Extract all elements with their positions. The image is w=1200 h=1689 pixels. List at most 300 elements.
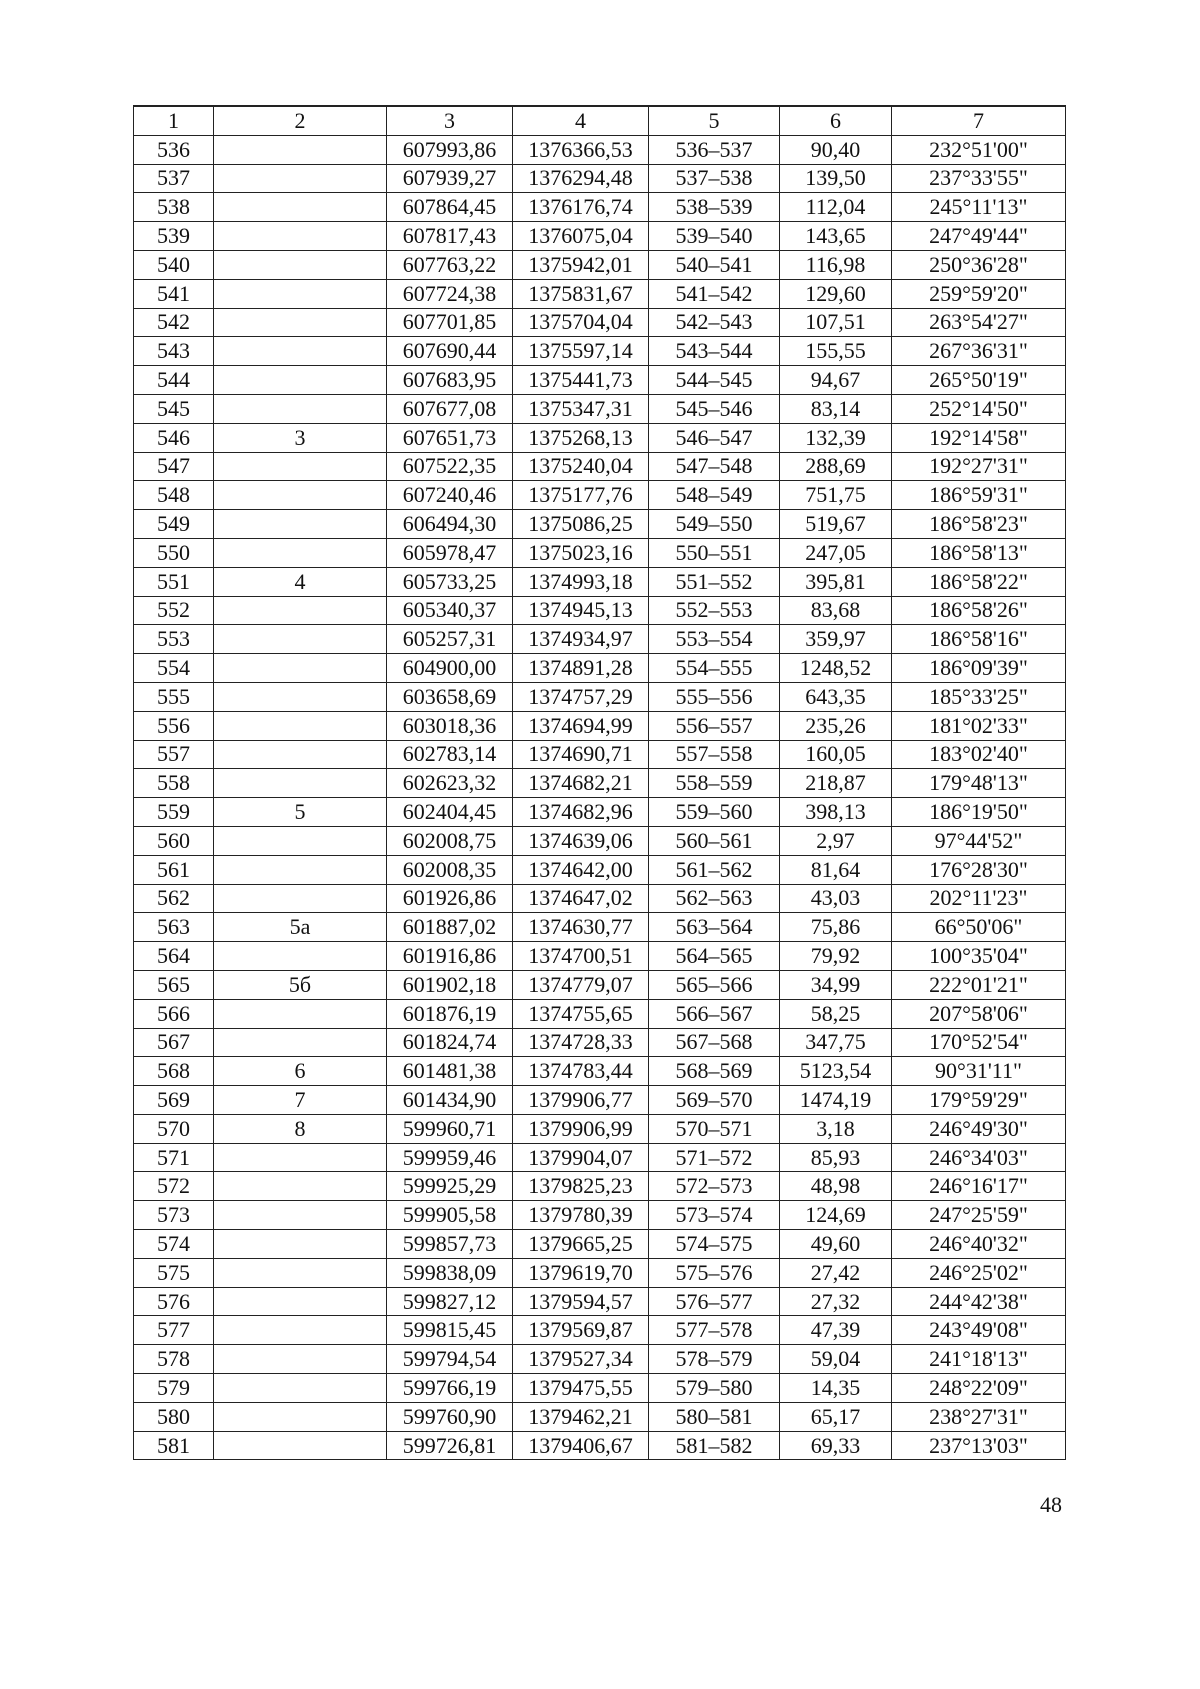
- cell-y-coordinate: 1379904,07: [513, 1143, 649, 1172]
- cell-segment: 544–545: [649, 366, 780, 395]
- cell-boundary-mark: [214, 1431, 387, 1460]
- cell-direction-angle: 179°48'13": [892, 769, 1066, 798]
- cell-x-coordinate: 604900,00: [387, 654, 513, 683]
- cell-direction-angle: 186°58'22": [892, 567, 1066, 596]
- cell-y-coordinate: 1374694,99: [513, 711, 649, 740]
- cell-direction-angle: 90°31'11": [892, 1057, 1066, 1086]
- cell-direction-angle: 244°42'38": [892, 1287, 1066, 1316]
- cell-direction-angle: 246°40'32": [892, 1230, 1066, 1259]
- cell-direction-angle: 247°49'44": [892, 222, 1066, 251]
- cell-y-coordinate: 1375942,01: [513, 250, 649, 279]
- cell-point-number: 555: [134, 682, 214, 711]
- column-number-segment: 5: [649, 106, 780, 135]
- cell-x-coordinate: 607939,27: [387, 164, 513, 193]
- cell-boundary-mark: 5а: [214, 913, 387, 942]
- cell-segment: 546–547: [649, 423, 780, 452]
- cell-boundary-mark: [214, 279, 387, 308]
- cell-segment: 538–539: [649, 193, 780, 222]
- cell-x-coordinate: 607817,43: [387, 222, 513, 251]
- table-row: [134, 596, 1066, 625]
- table-row: [134, 164, 1066, 193]
- cell-y-coordinate: 1379906,99: [513, 1114, 649, 1143]
- cell-length: 1248,52: [780, 654, 892, 683]
- column-number-point-number: 1: [134, 106, 214, 135]
- cell-boundary-mark: [214, 1345, 387, 1374]
- cell-point-number: 552: [134, 596, 214, 625]
- cell-direction-angle: 250°36'28": [892, 250, 1066, 279]
- cell-x-coordinate: 601481,38: [387, 1057, 513, 1086]
- table-row: [134, 423, 1066, 452]
- cell-point-number: 572: [134, 1172, 214, 1201]
- cell-boundary-mark: [214, 1402, 387, 1431]
- cell-segment: 554–555: [649, 654, 780, 683]
- cell-segment: 570–571: [649, 1114, 780, 1143]
- cell-direction-angle: 179°59'29": [892, 1086, 1066, 1115]
- table-row: [134, 654, 1066, 683]
- column-number-boundary-mark: 2: [214, 106, 387, 135]
- cell-y-coordinate: 1376366,53: [513, 135, 649, 164]
- cell-point-number: 553: [134, 625, 214, 654]
- cell-segment: 557–558: [649, 740, 780, 769]
- cell-direction-angle: 97°44'52": [892, 826, 1066, 855]
- cell-point-number: 573: [134, 1201, 214, 1230]
- cell-y-coordinate: 1376294,48: [513, 164, 649, 193]
- cell-length: 5123,54: [780, 1057, 892, 1086]
- cell-length: 143,65: [780, 222, 892, 251]
- cell-segment: 558–559: [649, 769, 780, 798]
- cell-y-coordinate: 1374757,29: [513, 682, 649, 711]
- cell-y-coordinate: 1374755,65: [513, 999, 649, 1028]
- cell-direction-angle: 202°11'23": [892, 884, 1066, 913]
- cell-length: 83,68: [780, 596, 892, 625]
- cell-segment: 574–575: [649, 1230, 780, 1259]
- cell-direction-angle: 170°52'54": [892, 1028, 1066, 1057]
- cell-segment: 539–540: [649, 222, 780, 251]
- cell-x-coordinate: 605978,47: [387, 538, 513, 567]
- table-row: [134, 1086, 1066, 1115]
- cell-length: 14,35: [780, 1374, 892, 1403]
- cell-direction-angle: 100°35'04": [892, 942, 1066, 971]
- column-number-y-coordinate: 4: [513, 106, 649, 135]
- cell-boundary-mark: [214, 1316, 387, 1345]
- cell-x-coordinate: 607690,44: [387, 337, 513, 366]
- table-row: [134, 769, 1066, 798]
- cell-length: 49,60: [780, 1230, 892, 1259]
- cell-point-number: 578: [134, 1345, 214, 1374]
- table-header-row: [134, 106, 1066, 135]
- cell-segment: 571–572: [649, 1143, 780, 1172]
- cell-boundary-mark: [214, 1028, 387, 1057]
- cell-y-coordinate: 1379475,55: [513, 1374, 649, 1403]
- cell-x-coordinate: 599815,45: [387, 1316, 513, 1345]
- cell-segment: 577–578: [649, 1316, 780, 1345]
- table-row: [134, 1201, 1066, 1230]
- cell-x-coordinate: 599905,58: [387, 1201, 513, 1230]
- cell-segment: 578–579: [649, 1345, 780, 1374]
- cell-x-coordinate: 599857,73: [387, 1230, 513, 1259]
- cell-length: 160,05: [780, 740, 892, 769]
- cell-x-coordinate: 607701,85: [387, 308, 513, 337]
- cell-direction-angle: 246°49'30": [892, 1114, 1066, 1143]
- cell-x-coordinate: 601902,18: [387, 970, 513, 999]
- cell-length: 27,32: [780, 1287, 892, 1316]
- table-row: [134, 279, 1066, 308]
- table-row: [134, 1258, 1066, 1287]
- cell-point-number: 536: [134, 135, 214, 164]
- cell-segment: 572–573: [649, 1172, 780, 1201]
- cell-length: 2,97: [780, 826, 892, 855]
- table-row: [134, 567, 1066, 596]
- cell-y-coordinate: 1379825,23: [513, 1172, 649, 1201]
- cell-direction-angle: 267°36'31": [892, 337, 1066, 366]
- table-row: [134, 481, 1066, 510]
- cell-x-coordinate: 601434,90: [387, 1086, 513, 1115]
- table-row: [134, 337, 1066, 366]
- cell-point-number: 565: [134, 970, 214, 999]
- cell-point-number: 550: [134, 538, 214, 567]
- cell-segment: 550–551: [649, 538, 780, 567]
- cell-length: 43,03: [780, 884, 892, 913]
- cell-x-coordinate: 602783,14: [387, 740, 513, 769]
- cell-point-number: 542: [134, 308, 214, 337]
- cell-length: 643,35: [780, 682, 892, 711]
- cell-y-coordinate: 1374993,18: [513, 567, 649, 596]
- cell-segment: 565–566: [649, 970, 780, 999]
- cell-point-number: 537: [134, 164, 214, 193]
- cell-direction-angle: 192°14'58": [892, 423, 1066, 452]
- cell-direction-angle: 265°50'19": [892, 366, 1066, 395]
- cell-length: 235,26: [780, 711, 892, 740]
- cell-direction-angle: 241°18'13": [892, 1345, 1066, 1374]
- cell-direction-angle: 186°58'13": [892, 538, 1066, 567]
- table-row: [134, 1230, 1066, 1259]
- cell-segment: 564–565: [649, 942, 780, 971]
- cell-x-coordinate: 601824,74: [387, 1028, 513, 1057]
- cell-segment: 573–574: [649, 1201, 780, 1230]
- cell-direction-angle: 186°59'31": [892, 481, 1066, 510]
- cell-direction-angle: 186°58'26": [892, 596, 1066, 625]
- cell-y-coordinate: 1379527,34: [513, 1345, 649, 1374]
- table-row: [134, 884, 1066, 913]
- table-row: [134, 970, 1066, 999]
- cell-length: 83,14: [780, 394, 892, 423]
- cell-direction-angle: 186°09'39": [892, 654, 1066, 683]
- cell-length: 65,17: [780, 1402, 892, 1431]
- cell-segment: 561–562: [649, 855, 780, 884]
- cell-boundary-mark: [214, 510, 387, 539]
- cell-y-coordinate: 1375086,25: [513, 510, 649, 539]
- cell-y-coordinate: 1375268,13: [513, 423, 649, 452]
- cell-boundary-mark: 4: [214, 567, 387, 596]
- cell-x-coordinate: 599766,19: [387, 1374, 513, 1403]
- cell-point-number: 538: [134, 193, 214, 222]
- cell-boundary-mark: [214, 538, 387, 567]
- table-row: [134, 135, 1066, 164]
- cell-direction-angle: 183°02'40": [892, 740, 1066, 769]
- cell-boundary-mark: [214, 711, 387, 740]
- table-row: [134, 250, 1066, 279]
- cell-boundary-mark: [214, 337, 387, 366]
- cell-y-coordinate: 1374945,13: [513, 596, 649, 625]
- table-row: [134, 394, 1066, 423]
- cell-length: 59,04: [780, 1345, 892, 1374]
- cell-y-coordinate: 1379780,39: [513, 1201, 649, 1230]
- cell-direction-angle: 176°28'30": [892, 855, 1066, 884]
- cell-direction-angle: 248°22'09": [892, 1374, 1066, 1403]
- cell-boundary-mark: [214, 999, 387, 1028]
- cell-x-coordinate: 605257,31: [387, 625, 513, 654]
- cell-segment: 566–567: [649, 999, 780, 1028]
- cell-y-coordinate: 1379665,25: [513, 1230, 649, 1259]
- cell-x-coordinate: 602008,75: [387, 826, 513, 855]
- cell-boundary-mark: [214, 1230, 387, 1259]
- cell-point-number: 571: [134, 1143, 214, 1172]
- cell-y-coordinate: 1379619,70: [513, 1258, 649, 1287]
- cell-boundary-mark: [214, 1143, 387, 1172]
- cell-x-coordinate: 599794,54: [387, 1345, 513, 1374]
- cell-x-coordinate: 601926,86: [387, 884, 513, 913]
- cell-x-coordinate: 606494,30: [387, 510, 513, 539]
- cell-length: 1474,19: [780, 1086, 892, 1115]
- coordinates-table: [133, 105, 1066, 1460]
- table-row: [134, 193, 1066, 222]
- cell-segment: 536–537: [649, 135, 780, 164]
- cell-point-number: 563: [134, 913, 214, 942]
- cell-segment: 579–580: [649, 1374, 780, 1403]
- table-row: [134, 798, 1066, 827]
- cell-direction-angle: 186°58'16": [892, 625, 1066, 654]
- cell-point-number: 577: [134, 1316, 214, 1345]
- cell-segment: 549–550: [649, 510, 780, 539]
- cell-x-coordinate: 599726,81: [387, 1431, 513, 1460]
- cell-segment: 541–542: [649, 279, 780, 308]
- cell-length: 34,99: [780, 970, 892, 999]
- cell-point-number: 580: [134, 1402, 214, 1431]
- cell-x-coordinate: 607683,95: [387, 366, 513, 395]
- table-row: [134, 1057, 1066, 1086]
- cell-direction-angle: 252°14'50": [892, 394, 1066, 423]
- cell-direction-angle: 243°49'08": [892, 1316, 1066, 1345]
- table-row: [134, 625, 1066, 654]
- table-row: [134, 682, 1066, 711]
- cell-direction-angle: 186°58'23": [892, 510, 1066, 539]
- table-row: [134, 538, 1066, 567]
- cell-boundary-mark: [214, 481, 387, 510]
- cell-segment: 540–541: [649, 250, 780, 279]
- cell-segment: 580–581: [649, 1402, 780, 1431]
- cell-boundary-mark: [214, 250, 387, 279]
- cell-y-coordinate: 1374934,97: [513, 625, 649, 654]
- cell-y-coordinate: 1374630,77: [513, 913, 649, 942]
- cell-segment: 537–538: [649, 164, 780, 193]
- cell-point-number: 547: [134, 452, 214, 481]
- cell-segment: 559–560: [649, 798, 780, 827]
- cell-x-coordinate: 602623,32: [387, 769, 513, 798]
- cell-x-coordinate: 601916,86: [387, 942, 513, 971]
- cell-length: 218,87: [780, 769, 892, 798]
- cell-x-coordinate: 603018,36: [387, 711, 513, 740]
- cell-length: 132,39: [780, 423, 892, 452]
- cell-x-coordinate: 599838,09: [387, 1258, 513, 1287]
- cell-length: 3,18: [780, 1114, 892, 1143]
- column-number-direction-angle: 7: [892, 106, 1066, 135]
- cell-x-coordinate: 607864,45: [387, 193, 513, 222]
- column-number-length: 6: [780, 106, 892, 135]
- cell-y-coordinate: 1374682,96: [513, 798, 649, 827]
- table-row: [134, 1114, 1066, 1143]
- cell-direction-angle: 259°59'20": [892, 279, 1066, 308]
- cell-boundary-mark: [214, 1201, 387, 1230]
- cell-boundary-mark: 8: [214, 1114, 387, 1143]
- cell-point-number: 576: [134, 1287, 214, 1316]
- cell-x-coordinate: 607677,08: [387, 394, 513, 423]
- cell-segment: 562–563: [649, 884, 780, 913]
- cell-y-coordinate: 1379906,77: [513, 1086, 649, 1115]
- page-number: 48: [1040, 1492, 1062, 1517]
- cell-length: 155,55: [780, 337, 892, 366]
- cell-segment: 555–556: [649, 682, 780, 711]
- cell-boundary-mark: 5: [214, 798, 387, 827]
- cell-length: 90,40: [780, 135, 892, 164]
- table-row: [134, 510, 1066, 539]
- cell-segment: 569–570: [649, 1086, 780, 1115]
- cell-direction-angle: 246°16'17": [892, 1172, 1066, 1201]
- cell-direction-angle: 192°27'31": [892, 452, 1066, 481]
- cell-x-coordinate: 607522,35: [387, 452, 513, 481]
- cell-point-number: 551: [134, 567, 214, 596]
- cell-y-coordinate: 1374728,33: [513, 1028, 649, 1057]
- table-row: [134, 1143, 1066, 1172]
- cell-length: 398,13: [780, 798, 892, 827]
- cell-point-number: 567: [134, 1028, 214, 1057]
- cell-y-coordinate: 1374642,00: [513, 855, 649, 884]
- cell-point-number: 543: [134, 337, 214, 366]
- cell-point-number: 579: [134, 1374, 214, 1403]
- cell-boundary-mark: [214, 452, 387, 481]
- cell-boundary-mark: 7: [214, 1086, 387, 1115]
- cell-point-number: 570: [134, 1114, 214, 1143]
- cell-boundary-mark: 6: [214, 1057, 387, 1086]
- cell-length: 519,67: [780, 510, 892, 539]
- cell-direction-angle: 232°51'00": [892, 135, 1066, 164]
- cell-segment: 542–543: [649, 308, 780, 337]
- table-row: [134, 855, 1066, 884]
- cell-x-coordinate: 607993,86: [387, 135, 513, 164]
- cell-length: 107,51: [780, 308, 892, 337]
- table-row: [134, 1172, 1066, 1201]
- cell-direction-angle: 186°19'50": [892, 798, 1066, 827]
- cell-y-coordinate: 1375831,67: [513, 279, 649, 308]
- table-row: [134, 913, 1066, 942]
- table-row: [134, 1028, 1066, 1057]
- cell-segment: 563–564: [649, 913, 780, 942]
- cell-length: 116,98: [780, 250, 892, 279]
- cell-length: 139,50: [780, 164, 892, 193]
- cell-length: 58,25: [780, 999, 892, 1028]
- cell-length: 94,67: [780, 366, 892, 395]
- cell-boundary-mark: [214, 682, 387, 711]
- cell-length: 247,05: [780, 538, 892, 567]
- table-row: [134, 1316, 1066, 1345]
- cell-boundary-mark: [214, 654, 387, 683]
- cell-segment: 545–546: [649, 394, 780, 423]
- cell-y-coordinate: 1374682,21: [513, 769, 649, 798]
- cell-segment: 547–548: [649, 452, 780, 481]
- cell-x-coordinate: 602404,45: [387, 798, 513, 827]
- cell-boundary-mark: [214, 596, 387, 625]
- table-row: [134, 1287, 1066, 1316]
- cell-point-number: 541: [134, 279, 214, 308]
- cell-point-number: 558: [134, 769, 214, 798]
- cell-x-coordinate: 602008,35: [387, 855, 513, 884]
- cell-segment: 568–569: [649, 1057, 780, 1086]
- cell-boundary-mark: [214, 135, 387, 164]
- cell-x-coordinate: 601887,02: [387, 913, 513, 942]
- cell-x-coordinate: 607240,46: [387, 481, 513, 510]
- cell-y-coordinate: 1374690,71: [513, 740, 649, 769]
- cell-segment: 575–576: [649, 1258, 780, 1287]
- cell-direction-angle: 185°33'25": [892, 682, 1066, 711]
- cell-point-number: 549: [134, 510, 214, 539]
- cell-point-number: 554: [134, 654, 214, 683]
- cell-boundary-mark: [214, 164, 387, 193]
- cell-length: 69,33: [780, 1431, 892, 1460]
- cell-point-number: 575: [134, 1258, 214, 1287]
- cell-boundary-mark: 5б: [214, 970, 387, 999]
- cell-boundary-mark: [214, 222, 387, 251]
- cell-point-number: 556: [134, 711, 214, 740]
- table-row: [134, 740, 1066, 769]
- cell-point-number: 559: [134, 798, 214, 827]
- cell-boundary-mark: [214, 884, 387, 913]
- cell-direction-angle: 245°11'13": [892, 193, 1066, 222]
- cell-x-coordinate: 599925,29: [387, 1172, 513, 1201]
- cell-boundary-mark: [214, 366, 387, 395]
- cell-direction-angle: 238°27'31": [892, 1402, 1066, 1431]
- cell-y-coordinate: 1374783,44: [513, 1057, 649, 1086]
- cell-boundary-mark: [214, 942, 387, 971]
- cell-y-coordinate: 1379462,21: [513, 1402, 649, 1431]
- cell-length: 359,97: [780, 625, 892, 654]
- cell-direction-angle: 207°58'06": [892, 999, 1066, 1028]
- cell-point-number: 548: [134, 481, 214, 510]
- table-row: [134, 1431, 1066, 1460]
- cell-length: 85,93: [780, 1143, 892, 1172]
- cell-segment: 548–549: [649, 481, 780, 510]
- cell-point-number: 561: [134, 855, 214, 884]
- cell-point-number: 557: [134, 740, 214, 769]
- cell-x-coordinate: 601876,19: [387, 999, 513, 1028]
- cell-point-number: 569: [134, 1086, 214, 1115]
- cell-length: 112,04: [780, 193, 892, 222]
- cell-boundary-mark: [214, 308, 387, 337]
- cell-length: 79,92: [780, 942, 892, 971]
- table-row: [134, 452, 1066, 481]
- cell-x-coordinate: 605340,37: [387, 596, 513, 625]
- cell-x-coordinate: 599760,90: [387, 1402, 513, 1431]
- cell-segment: 556–557: [649, 711, 780, 740]
- cell-y-coordinate: 1379569,87: [513, 1316, 649, 1345]
- cell-length: 75,86: [780, 913, 892, 942]
- table-row: [134, 1374, 1066, 1403]
- table-row: [134, 308, 1066, 337]
- cell-y-coordinate: 1376176,74: [513, 193, 649, 222]
- cell-y-coordinate: 1374639,06: [513, 826, 649, 855]
- cell-boundary-mark: 3: [214, 423, 387, 452]
- cell-length: 27,42: [780, 1258, 892, 1287]
- cell-x-coordinate: 607651,73: [387, 423, 513, 452]
- cell-y-coordinate: 1374891,28: [513, 654, 649, 683]
